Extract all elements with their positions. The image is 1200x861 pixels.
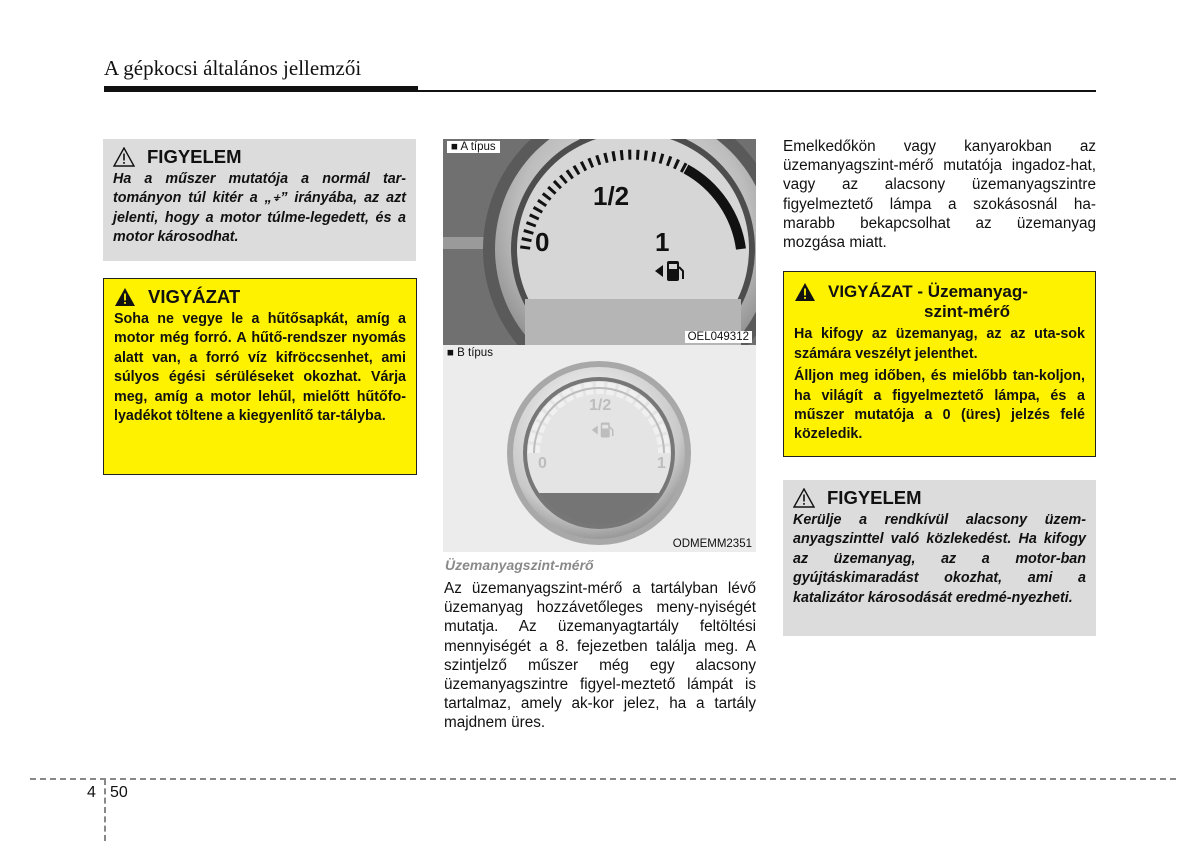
gauge-b-full-label: 1: [657, 455, 666, 472]
fuel-gauge-a-illustration: [443, 139, 756, 345]
warning-triangle-icon: [114, 287, 136, 307]
warning-heading-line1: VIGYÁZAT - Üzemanyag-: [828, 282, 1028, 302]
fuel-gauge-image-a: [443, 139, 756, 345]
caution-box-low-fuel: [783, 480, 1096, 636]
warning-heading-line2: szint-mérő: [924, 302, 1010, 321]
gauge-a-half-label: 1/2: [593, 181, 630, 211]
fuel-gauge-image-b: [443, 345, 756, 552]
image-b-code: ODMEMM2351: [672, 538, 752, 550]
gauge-b-half-label: 1/2: [589, 397, 612, 414]
page-header-title: A gépkocsi általános jellemzői: [104, 56, 362, 80]
caution-heading: FIGYELEM: [147, 146, 242, 168]
caution-triangle-icon: [113, 147, 135, 167]
gauge-a-full-label: 1: [655, 227, 670, 257]
caution-heading: FIGYELEM: [827, 487, 922, 509]
caution-triangle-icon: [793, 488, 815, 508]
gauge-a-empty-label: 0: [535, 227, 550, 257]
header-rule-thick: [104, 86, 418, 92]
image-a-code: OEL049312: [685, 331, 752, 343]
image-a-type-label: ■ A típus: [447, 141, 500, 153]
footer-rule: [30, 778, 1176, 780]
right-body-text: Emelkedőkön vagy kanyarokban az üzemanyagszint-mérő mutatója ingadoz-hat, vagy az alacsony üzemanyagszintre figyelmeztető lámpa a szokásosnál ha-marabb bekapcsolhat az üzemanyag mozgása miatt.: [783, 138, 1096, 252]
warning-text-2: Álljon meg időben, és mielőbb tan-koljon, ha világít a figyelmeztető lámpa, és a műszer mutatója a 0 (üres) jelzés felé közeledik.: [794, 368, 1085, 443]
caution-text: Kerülje a rendkívül alacsony üzem-anyagszinttel való közlekedést. Ha kifogy az üzemanyag, az a motor-ban gyújtáskimaradást okozhat, ami a katalizátor károsodását eredmé-nyezheti.: [793, 512, 1086, 606]
warning-heading: VIGYÁZAT: [148, 286, 241, 308]
warning-triangle-icon: [794, 282, 816, 302]
section-number: 4: [87, 784, 96, 801]
warning-box-coolant: [103, 278, 417, 475]
warning-text: Soha ne vegye le a hűtősapkát, amíg a motor még forró. A hűtő-rendszer nyomás alatt van, a forró víz kifröccsenhet, ami súlyos égési sérüléseket okozhat. Várja meg, amíg a motor lehűl, mielőtt hűtőfo-lyadékot töltene a kiegyenlítő tar-tályba.: [114, 311, 406, 425]
fuel-pump-icon: [591, 421, 615, 439]
caution-box-overheat: [103, 139, 416, 261]
section-caption: Üzemanyagszint-mérő: [445, 557, 594, 573]
caution-text: Ha a műszer mutatója a normál tar-tományon túl kitér a „⍖” irányába, az azt jelenti, hogy a motor túlme-legedett, és a motor károsodhat.: [113, 171, 406, 246]
middle-body-text: Az üzemanyagszint-mérő a tartályban lévő üzemanyag hozzávetőleges meny-nyiségét mutatja. Az üzemanyagtartály feltöltési mennyiségét a 8. fejezetben találja meg. A szintjelző műszer még egy alacsony üzemanyagszintre figyel-meztető lámpát is tartalmaz, amely ak-kor jelez, ha a tartály majdnem üres.: [444, 580, 756, 732]
fuel-gauge-b-illustration: [443, 345, 756, 552]
footer-divider: [104, 779, 106, 841]
image-b-type-label: ■ B típus: [447, 347, 493, 359]
fuel-pump-icon: [655, 259, 685, 283]
page-number: 50: [110, 784, 128, 801]
gauge-b-empty-label: 0: [538, 455, 547, 472]
warning-box-fuel-gauge: [783, 271, 1096, 457]
warning-text-1: Ha kifogy az üzemanyag, az az uta-sok számára veszélyt jelenthet.: [794, 326, 1085, 362]
header-rule-thin: [418, 90, 1096, 92]
